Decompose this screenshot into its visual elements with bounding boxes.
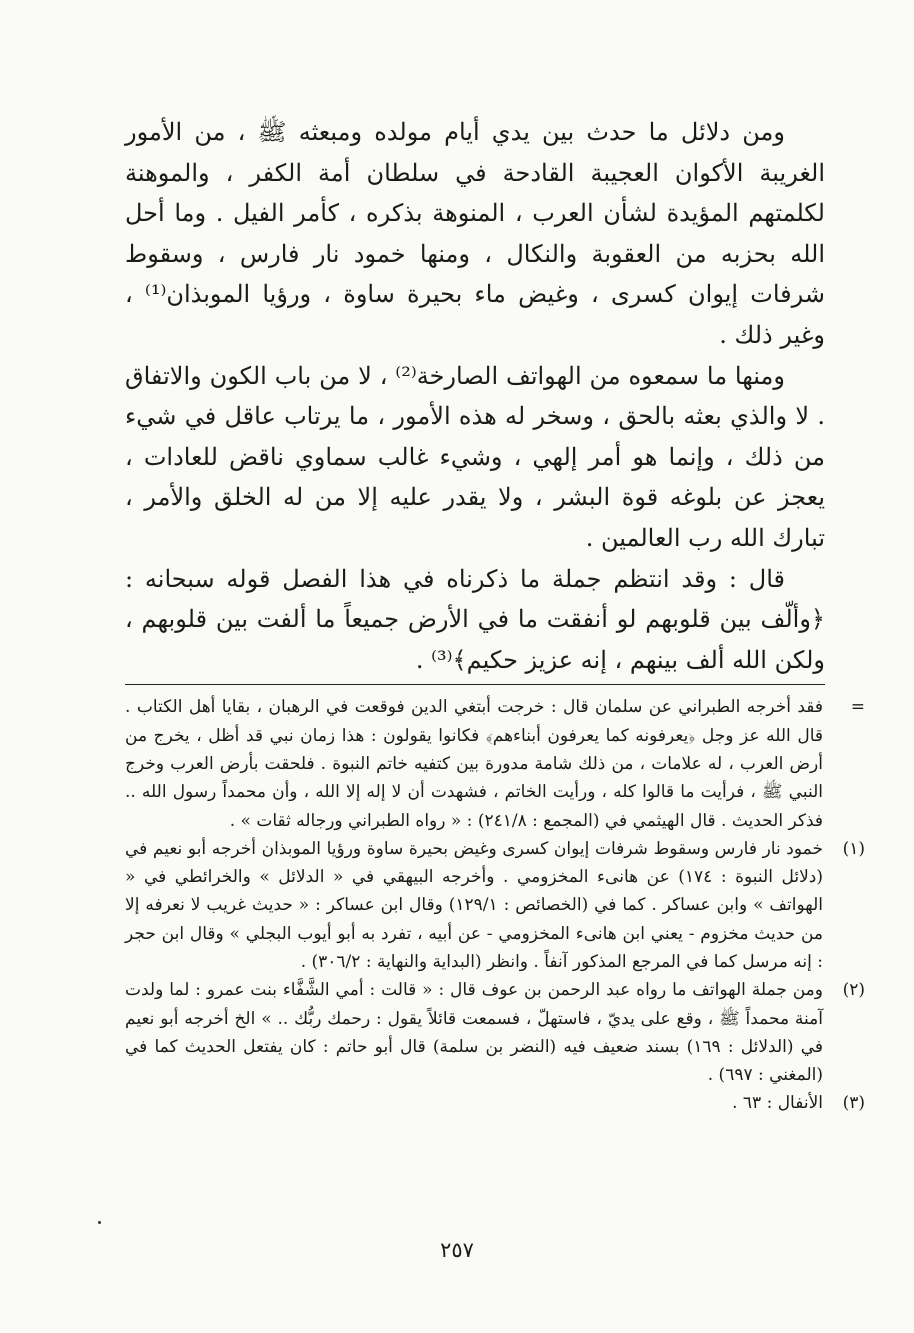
footnote-2 bbox=[125, 976, 865, 1089]
footnote-text: الأنفال : ٦٣ . bbox=[732, 1093, 823, 1114]
scan-speck bbox=[98, 1221, 101, 1224]
footnote-3 bbox=[125, 1089, 865, 1117]
page-body bbox=[125, 112, 865, 1118]
footnote-marker: (٢) bbox=[842, 980, 865, 1001]
main-paragraph-3: قال : وقد انتظم جملة ما ذكرناه في هذا الفصل قوله سبحانه : ﴿وألّف بين قلوبهم لو أنفقت ما في الأرض جميعاً ما ألفت بين قلوبهم ، ولكن الله ألف بينهم ، إنه عزيز حكيم﴾⁽³⁾ . bbox=[125, 564, 825, 674]
main-paragraph-1: ومن دلائل ما حدث بين يدي أيام مولده ومبعثه ﷺ ، من الأمور الغريبة الأكوان العجيبة القادحة في سلطان أمة الكفر ، والموهنة لكلمتهم المؤيدة لشأن العرب ، المنوهة بذكره ، كأمر الفيل . وما أحل الله بحزبه من العقوبة والنكال ، ومنها خمود نار فارس ، وسقوط شرفات إيوان كسرى ، وغيض ماء بحيرة ساوة ، ورؤيا الموبذان⁽¹⁾ ، وغير ذلك . bbox=[125, 118, 825, 349]
footnote-text: ومن جملة الهواتف ما رواه عبد الرحمن بن عوف قال : « قالت : أمي الشَّفَّاء بنت عمرو : لما ولدت آمنة محمداً ﷺ ، وقع على يديّ ، فاستهلّ ، فسمعت قائلاً يقول : رحمك ربُّك .. » الخ أخرجه أبو نعيم في (الدلائل : ١٦٩) بسند ضعيف فيه (النضر بن سلمة) قال أبو حاتم : كان يفتعل الحديث كما في (المغني : ٦٩٧) . bbox=[125, 980, 823, 1086]
footnote-1 bbox=[125, 835, 865, 976]
main-paragraph-2: ومنها ما سمعوه من الهواتف الصارخة⁽²⁾ ، لا من باب الكون والاتفاق . لا والذي بعثه بالحق ، وسخر له هذه الأمور ، ما يرتاب عاقل في شيء من ذلك ، وإنما هو أمر إلهي ، وشيء غالب سماوي ناقض للعادات ، يعجز عن بلوغه قوة البشر ، ولا يقدر عليه إلا من له الخلق والأمر ، تبارك الله رب العالمين . bbox=[125, 361, 825, 552]
footnote-continuation bbox=[125, 693, 865, 834]
footnote-marker: (٣) bbox=[842, 1093, 865, 1114]
footnote-divider bbox=[125, 684, 825, 685]
footnote-marker: (١) bbox=[842, 838, 865, 859]
footnote-text: فقد أخرجه الطبراني عن سلمان قال : خرجت أبتغي الدين فوقعت في الرهبان ، بقايا أهل الكتاب . قال الله عز وجل ﴿يعرفونه كما يعرفون أبناءهم﴾ فكانوا يقولون : هذا زمان نبي قد أظل ، يخرج من أرض العرب ، له علامات ، من ذلك شامة مدورة بين كتفيه خاتم النبوة . فلحقت بأرض العرب وخرج النبي ﷺ ، فرأيت ما قالوا كله ، ورأيت الخاتم ، فشهدت أن لا إله إلا الله ، وأن محمداً رسول الله .. فذكر الحديث . قال الهيثمي في (المجمع : ٢٤١/٨) : « رواه الطبراني ورجاله ثقات » . bbox=[125, 697, 823, 831]
footnote-text: خمود نار فارس وسقوط شرفات إيوان كسرى وغيض بحيرة ساوة ورؤيا الموبذان أخرجه أبو نعيم في (دلائل النبوة : ١٧٤) عن هانىء المخزومي . وأخرجه البيهقي في « الدلائل » والخرائطي في « الهواتف » وابن عساكر . كما في (الخصائص : ١٢٩/١) وقال ابن عساكر : « حديث غريب لا نعرفه إلا من حديث مخزوم - يعني ابن هانىء المخزومي - عن أبيه ، تفرد به أبو أيوب البجلي » وقال ابن حجر : إنه مرسل كما في المرجع المذكور آنفاً . وانظر (البداية والنهاية : ٣٠٦/٢) . bbox=[125, 838, 823, 972]
footnote-marker: = bbox=[850, 697, 865, 718]
page-number: ٢٥٧ bbox=[440, 1238, 474, 1262]
